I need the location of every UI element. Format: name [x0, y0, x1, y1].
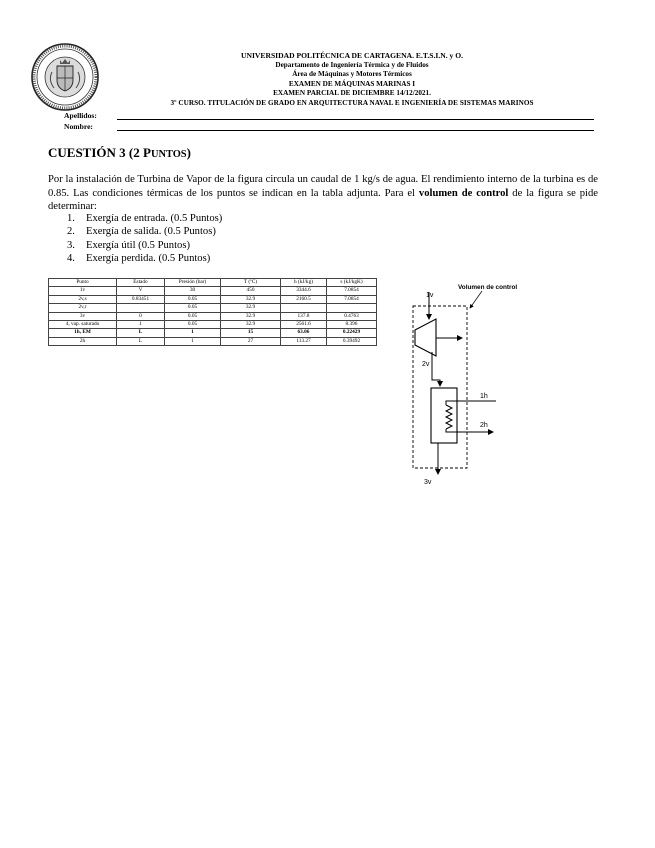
column-header: Punto — [49, 279, 117, 287]
table-row: 1h, EM L 1 15 63.06 0.22429 — [49, 329, 377, 337]
label-1v: 1v — [426, 292, 434, 299]
label-3v: 3v — [424, 479, 432, 486]
area-name: Área de Máquinas y Motores Térmicos — [292, 70, 412, 79]
course-line: 3º CURSO. TITULACIÓN DE GRADO EN ARQUITECTURA NAVAL E INGENIERÍA DE SISTEMAS MARINOS — [170, 98, 534, 107]
university-name: UNIVERSIDAD POLITÉCNICA DE CARTAGENA. E.T.S.I.N. y O. — [240, 51, 464, 60]
condenser-icon — [431, 388, 457, 443]
name-label: Nombre: — [64, 122, 93, 131]
label-1h: 1h — [480, 393, 488, 400]
name-field-line[interactable] — [117, 130, 594, 131]
question-title: CUESTIÓN 3 (2 PUNTOS) — [48, 145, 191, 160]
table-row: 3v 0 0.05 32.9 137.8 0.4763 — [49, 312, 377, 320]
table-row: 2h L 1 27 113.27 0.39492 — [49, 337, 377, 345]
table-header-row — [49, 279, 377, 287]
table-row: 4, vap. saturado 1 0.05 32.9 2561.6 8.396 — [49, 321, 377, 329]
surname-label: Apellidos: — [64, 111, 97, 120]
question-items-list — [67, 212, 222, 266]
control-volume-bold: volumen de control — [418, 187, 509, 199]
list-item: 4. Exergía perdida. (0.5 Puntos) — [67, 253, 211, 265]
table-row: 2v,s 0.83451 0.05 32.9 2160.5 7.0854 — [49, 295, 377, 303]
question-intro: Por la instalación de Turbina de Vapor de la figura circula un caudal de 1 kg/s de agua. El rendimiento interno de la turbina es de 0.85. Las condiciones térmicas de los puntos se indican en la tabla adjunta. Para el volumen de control de la figura se pide determinar: — [48, 174, 598, 213]
list-item: 1. Exergía de entrada. (0.5 Puntos) — [67, 213, 223, 224]
exam-date: EXAMEN PARCIAL DE DICIEMBRE 14/12/2021. — [273, 89, 431, 98]
control-volume-pointer — [470, 291, 482, 308]
column-header: h (kJ/kg) — [281, 279, 327, 287]
column-header: T (ºC) — [221, 279, 281, 287]
column-header: Presión (bar) — [165, 279, 221, 287]
turbine-diagram — [400, 282, 540, 492]
list-item: 2. Exergía de salida. (0.5 Puntos) — [67, 226, 216, 238]
table-row: 1v V 30 450 3344.6 7.0854 — [49, 287, 377, 295]
thermal-properties-table — [48, 278, 377, 346]
turbine-exit-line — [432, 352, 440, 386]
department-name: Departamento de Ingeniería Térmica y de Fluidos — [275, 60, 429, 69]
list-item: 3. Exergía útil (0.5 Puntos) — [67, 239, 190, 251]
university-seal-logo — [30, 42, 100, 112]
column-header: Estado — [117, 279, 165, 287]
label-2h: 2h — [480, 422, 488, 429]
control-volume-label: Volumen de control — [458, 284, 518, 291]
surname-field-line[interactable] — [117, 119, 594, 120]
column-header: s (kJ/kgK) — [327, 279, 377, 287]
label-2v: 2v — [422, 361, 430, 368]
table-row: 2v,r 0.05 32.9 — [49, 304, 377, 312]
exam-name: EXAMEN DE MÁQUINAS MARINAS I — [288, 79, 416, 88]
turbine-icon — [415, 319, 436, 356]
exam-header — [110, 51, 594, 109]
